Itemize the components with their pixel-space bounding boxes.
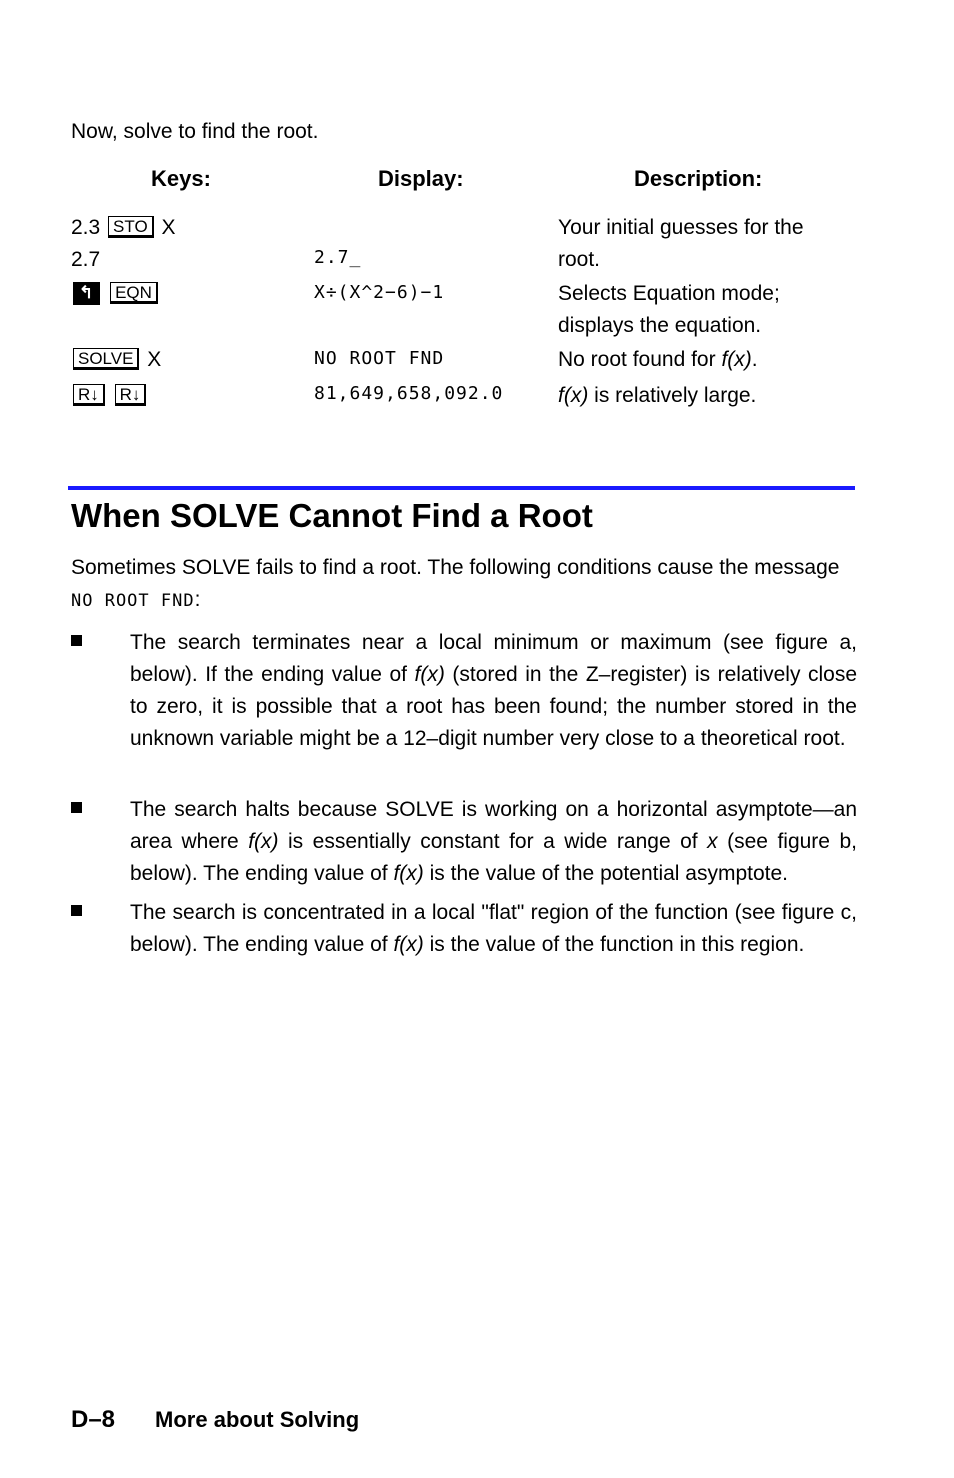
keys-row-3	[71, 278, 160, 310]
bullet-square-icon	[71, 635, 82, 646]
desc-row-1: Your initial guesses for the	[558, 216, 804, 239]
page-footer	[71, 1406, 399, 1434]
keys-row-1: 2.3 STO X	[71, 216, 176, 239]
bullet-square-icon	[71, 905, 82, 916]
eqn-key: EQN	[110, 282, 158, 304]
section-rule	[68, 486, 855, 490]
sto-key: STO	[108, 216, 154, 238]
chapter-title: More about Solving	[155, 1407, 360, 1432]
bullet-square-icon	[71, 802, 82, 813]
display-row-5: NO ROOT FND	[314, 348, 445, 369]
list-item: The search is concentrated in a local "flat" region of the function (see figure c, below). The ending value of f(x) is the value of the function in this region.	[71, 897, 857, 961]
desc-row-2: root.	[558, 248, 601, 271]
section-title: When SOLVE Cannot Find a Root	[71, 497, 593, 534]
display-row-6: 81,649,658,092.0	[314, 383, 504, 404]
roll-down-key: R↓	[115, 384, 147, 406]
section-lead: Sometimes SOLVE fails to find a root. The following conditions cause the message NO ROOT FND:	[71, 556, 840, 611]
message-code: NO ROOT FND	[71, 591, 195, 611]
header-display: Display:	[378, 166, 464, 191]
page-number: D–8	[71, 1406, 116, 1433]
list-item: The search halts because SOLVE is working on a horizontal asymptote—an area where f(x) is essentially constant for a wide range of x (see figure b, below). The ending value of f(x) is the value of the potential asymptote.	[71, 794, 857, 890]
intro-text: Now, solve to find the root.	[71, 120, 319, 143]
roll-down-key: R↓	[73, 384, 105, 406]
desc-row-4: displays the equation.	[558, 314, 762, 337]
keys-row-5: SOLVE X	[71, 344, 161, 376]
keys-row-6	[71, 380, 148, 412]
solve-key: SOLVE	[73, 348, 139, 370]
keys-row-2: 2.7	[71, 248, 101, 271]
list-item: The search terminates near a local minimum or maximum (see figure a, below). If the ending value of f(x) (stored in the Z–register) is relatively close to zero, it is possible that a root has been found; the number stored in the unknown variable might be a 12–digit number very close to a theoretical root.	[71, 627, 857, 755]
display-row-2: 2.7_	[314, 247, 362, 268]
header-description: Description:	[634, 166, 763, 191]
header-keys: Keys:	[151, 166, 211, 191]
desc-row-6: f(x) is relatively large.	[558, 384, 757, 407]
shift-key: ↰	[73, 282, 100, 305]
display-row-3: X÷(X^2−6)−1	[314, 282, 445, 303]
desc-row-5: No root found for f(x).	[558, 348, 758, 371]
desc-row-3: Selects Equation mode;	[558, 282, 780, 305]
